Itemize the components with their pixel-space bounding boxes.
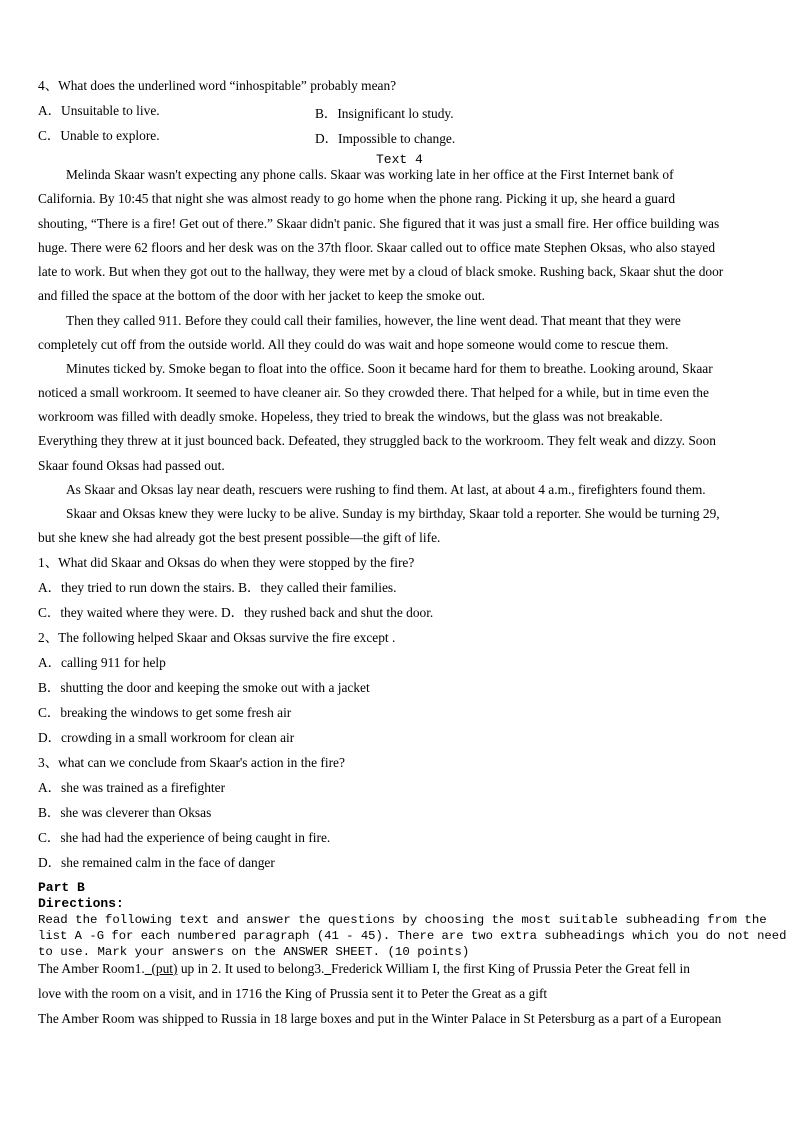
part-b-heading: Part B (38, 880, 85, 895)
passage-line: Skaar found Oksas had passed out. (38, 458, 225, 473)
passage-line: workroom was filled with deadly smoke. Hopeless, they tried to break the windows, but the glass was not breakable. (38, 409, 663, 424)
passage-line: Minutes ticked by. Smoke began to float into the office. Soon it became hard for them to breathe. Looking around, Skaar (66, 361, 713, 376)
passage-line: and filled the space at the bottom of the door with her jacket to keep the smoke out. (38, 288, 485, 303)
q2-question: 2、The following helped Skaar and Oksas survive the fire except . (38, 630, 396, 645)
q4-option-b: B．Insignificant lo study. (315, 106, 454, 121)
passage-line: completely cut off from the outside world. All they could do was wait and hope someone would come to rescue them. (38, 337, 669, 352)
amber-blank-1: _(put) (144, 961, 178, 976)
passage-line: huge. There were 62 floors and her desk was on the 37th floor. Skaar called out to office mate Stephen Oksas, who also stayed (38, 240, 716, 255)
passage-line: late to work. But when they got out to the hallway, they were met by a cloud of black smoke. Rushing back, Skaar shut the door (38, 264, 724, 279)
q3-option-c: C．she had had the experience of being caught in fire. (38, 830, 331, 845)
q2-option-b: B．shutting the door and keeping the smoke out with a jacket (38, 680, 370, 695)
q2-option-a: A．calling 911 for help (38, 655, 166, 670)
q3-option-d: D．she remained calm in the face of danger (38, 855, 275, 870)
q4-option-a: A．Unsuitable to live. (38, 103, 160, 118)
passage-line: California. By 10:45 that night she was almost ready to go home when the phone rang. Picking it up, she heard a guard (38, 191, 676, 206)
passage-line: shouting, “There is a fire! Get out of there.” Skaar didn't panic. She figured that it was just a small fire. Her office building was (38, 216, 720, 231)
q3-option-b: B．she was cleverer than Oksas (38, 805, 212, 820)
amber-text: The Amber Room1. (38, 961, 145, 976)
q1-options-ab: A．they tried to run down the stairs. B．they called their families. (38, 580, 397, 595)
amber-line-3: The Amber Room was shipped to Russia in 18 large boxes and put in the Winter Palace in St Petersburg as a part of a European (38, 1011, 722, 1026)
q3-option-a: A．she was trained as a firefighter (38, 780, 226, 795)
amber-text: up in 2. It used to belong3. (177, 961, 325, 976)
q2-option-c: C．breaking the windows to get some fresh air (38, 705, 292, 720)
q3-question: 3、what can we conclude from Skaar's action in the fire? (38, 755, 345, 770)
amber-text: Frederick William I, the first King of Prussia Peter the Great fell in (331, 961, 690, 976)
q1-question: 1、What did Skaar and Oksas do when they were stopped by the fire? (38, 555, 415, 570)
passage-line: Everything they threw at it just bounced back. Defeated, they struggled back to the workroom. They felt weak and dizzy. Soon (38, 433, 716, 448)
passage-line: Skaar and Oksas knew they were lucky to be alive. Sunday is my birthday, Skaar told a reporter. She would be turning 29, (66, 506, 720, 521)
q1-options-cd: C．they waited where they were. D．they rushed back and shut the door. (38, 605, 434, 620)
q4-option-d: D．Impossible to change. (315, 131, 456, 146)
amber-line-2: love with the room on a visit, and in 1716 the King of Prussia sent it to Peter the Great as a gift (38, 986, 548, 1001)
passage-line: noticed a small workroom. It seemed to have cleaner air. So they crowded there. That helped for a while, but in time even the (38, 385, 709, 400)
q4-option-c: C．Unable to explore. (38, 128, 160, 143)
amber-line-1 (38, 961, 690, 977)
passage-line: Then they called 911. Before they could call their families, however, the line went dead. That meant that they were (66, 313, 681, 328)
directions-line: Read the following text and answer the questions by choosing the most suitable subheading from the (38, 913, 767, 927)
passage-line: As Skaar and Oksas lay near death, rescuers were rushing to find them. At last, at about 4 a.m., firefighters found them. (66, 482, 706, 497)
directions-line: list A -G for each numbered paragraph (41 - 45). There are two extra subheadings which you do not need (38, 929, 787, 943)
passage-line: Melinda Skaar wasn't expecting any phone calls. Skaar was working late in her office at the First Internet bank of (66, 167, 674, 182)
passage-line: but she knew she had already got the best present possible—the gift of life. (38, 530, 441, 545)
q4-question: 4、What does the underlined word “inhospitable” probably mean? (38, 78, 397, 93)
text4-title: Text 4 (376, 152, 423, 167)
amber-blank-3: _ (324, 961, 332, 976)
directions-line: to use. Mark your answers on the ANSWER SHEET. (10 points) (38, 945, 470, 959)
directions-label: Directions: (38, 896, 124, 911)
q2-option-d: D．crowding in a small workroom for clean air (38, 730, 295, 745)
